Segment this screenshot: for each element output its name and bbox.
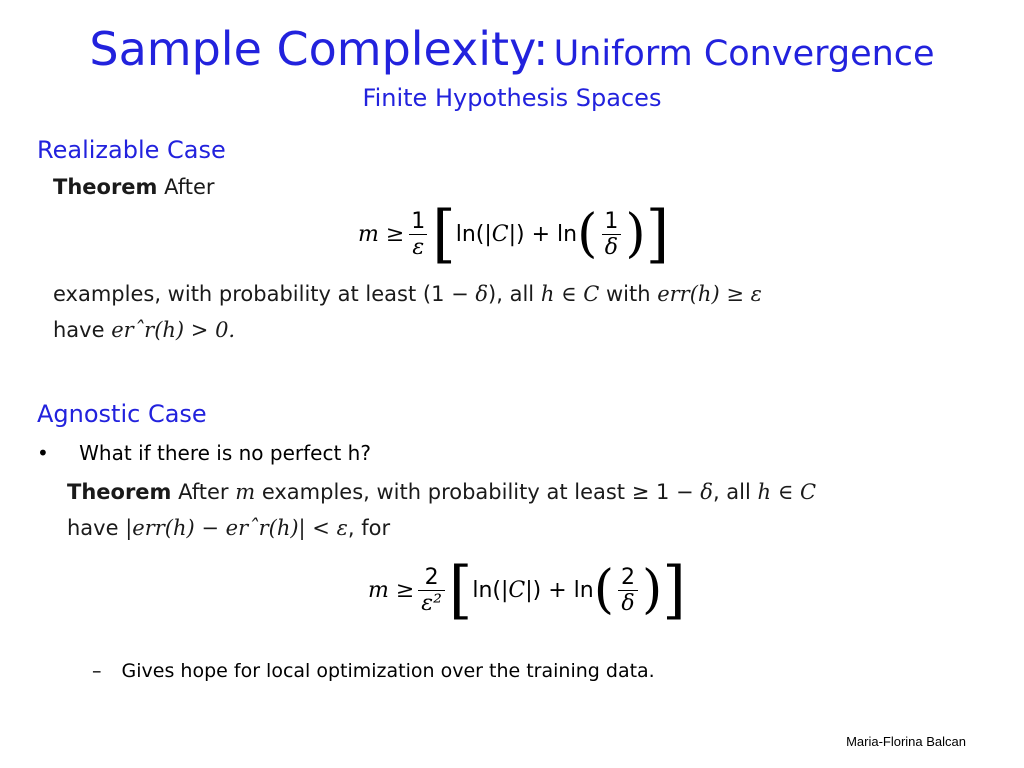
realizable-heading: Realizable Case — [37, 136, 226, 164]
ln-term: ln(| — [455, 221, 492, 247]
left-paren: ( — [577, 204, 598, 264]
ln-term: ln(| — [472, 577, 509, 603]
text-segment: , for — [347, 516, 391, 540]
hypothesis-class: C — [508, 577, 526, 603]
empirical-err-term: erˆr — [111, 318, 155, 342]
author-footer: Maria-Florina Balcan — [846, 734, 966, 749]
hypothesis-class: C — [491, 221, 509, 247]
fraction-denominator: ε — [409, 234, 427, 260]
right-bracket: ] — [645, 197, 670, 271]
formula-fraction — [408, 209, 428, 260]
agnostic-heading: Agnostic Case — [37, 400, 207, 428]
ln-term-close: |) + ln — [508, 221, 578, 247]
realizable-theorem-intro — [53, 175, 215, 199]
left-bracket: [ — [432, 197, 456, 271]
m-symbol: m — [235, 480, 256, 504]
inner-numerator: 2 — [621, 564, 636, 590]
formula-lhs: m ≥ — [368, 577, 415, 603]
theorem-label: Theorem — [67, 480, 172, 504]
title-sub: Uniform Convergence — [553, 34, 935, 74]
slide-subtitle: Finite Hypothesis Spaces — [362, 84, 662, 112]
title-main: Sample Complexity: — [89, 22, 549, 76]
right-paren: ) — [642, 560, 663, 620]
agnostic-statement-line1 — [67, 480, 816, 504]
sub-bullet — [92, 660, 655, 682]
bullet-question: What if there is no perfect h? — [79, 441, 371, 465]
text-segment: have — [53, 318, 112, 342]
agnostic-bound-formula — [368, 553, 686, 627]
h-in-C: h ∈ C — [540, 282, 600, 306]
delta-symbol: δ — [700, 480, 713, 504]
text-segment: After — [178, 480, 236, 504]
text-segment: , all — [712, 480, 758, 504]
theorem-label: Theorem — [53, 175, 158, 199]
inner-denominator: δ — [602, 234, 621, 260]
right-bracket: ] — [662, 553, 686, 627]
right-paren: ) — [625, 204, 646, 264]
fraction-denominator: ε² — [418, 590, 445, 616]
err-term: err — [657, 282, 690, 306]
left-paren: ( — [593, 560, 615, 620]
bullet-icon: • — [37, 441, 49, 465]
text-segment: have — [67, 516, 126, 540]
empirical-err-condition: (h) > 0. — [154, 318, 236, 342]
formula-fraction — [418, 565, 445, 616]
left-bracket: [ — [448, 553, 473, 627]
agnostic-statement-line2 — [67, 516, 390, 540]
delta-symbol: δ — [475, 282, 489, 306]
slide-title — [0, 22, 1024, 76]
realizable-statement-line2 — [53, 318, 235, 342]
dash-icon: – — [92, 660, 102, 682]
ln-term-close: |) + ln — [525, 577, 594, 603]
text-segment: ), all — [488, 282, 541, 306]
inner-numerator: 1 — [604, 208, 619, 234]
realizable-statement-line1 — [53, 282, 762, 306]
sub-bullet-note: Gives hope for local optimization over the training data. — [121, 660, 655, 682]
uniform-deviation: |err(h) − erˆr(h)| < ε — [125, 516, 348, 540]
fraction-numerator: 1 — [411, 208, 426, 234]
agnostic-bullet — [37, 441, 371, 465]
text-segment: examples, with probability at least (1 − — [53, 282, 476, 306]
inner-fraction — [601, 209, 621, 260]
formula-lhs: m ≥ — [358, 221, 405, 247]
theorem-lead: After — [164, 175, 215, 199]
h-in-C: h ∈ C — [757, 480, 817, 504]
err-condition: (h) ≥ ε — [689, 282, 762, 306]
text-segment: examples, with probability at least ≥ 1 − — [255, 480, 701, 504]
realizable-bound-formula — [358, 197, 670, 271]
inner-denominator: δ — [618, 590, 637, 616]
fraction-numerator: 2 — [424, 564, 439, 590]
text-segment: with — [599, 282, 658, 306]
inner-fraction — [618, 565, 638, 616]
